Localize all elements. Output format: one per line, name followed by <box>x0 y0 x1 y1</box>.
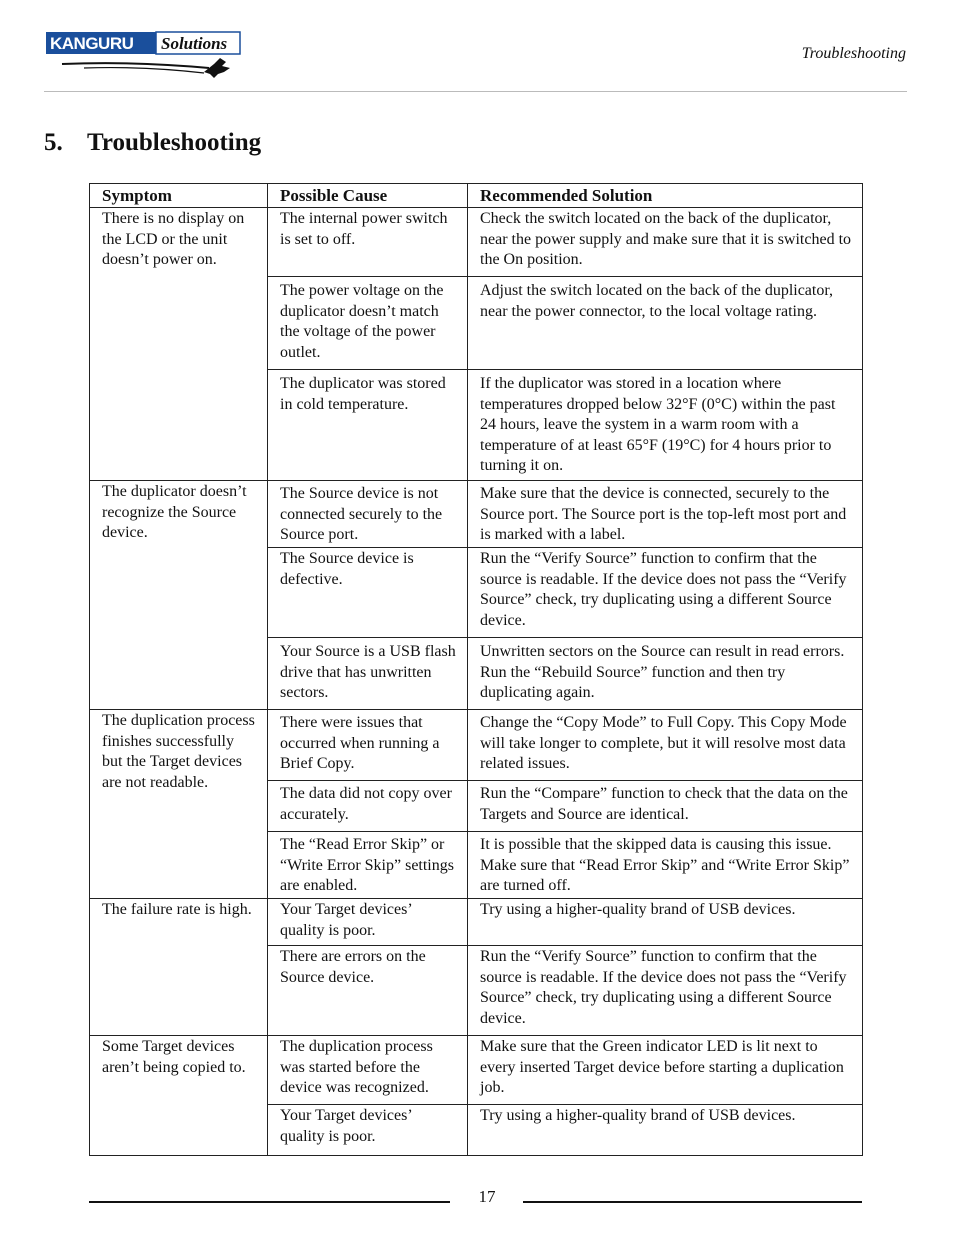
footer-rule-right <box>523 1201 862 1203</box>
solution-cell: Run the “Compare” function to check that the data on the Targets and Source are identical. <box>468 781 863 832</box>
cause-cell: The Source device is defective. <box>268 548 468 638</box>
symptom-cell: The duplicator doesn’t recognize the Source device. <box>90 481 268 710</box>
cause-cell: The Source device is not connected securely to the Source port. <box>268 481 468 548</box>
solution-cell: Make sure that the Green indicator LED is lit next to every inserted Target device before starting a duplication job. <box>468 1036 863 1105</box>
cause-cell: The data did not copy over accurately. <box>268 781 468 832</box>
running-title: Troubleshooting <box>801 45 906 62</box>
cause-cell: The internal power switch is set to off. <box>268 208 468 277</box>
table-header-row <box>90 184 863 208</box>
solution-cell: Adjust the switch located on the back of the duplicator, near the power connector, to the local voltage rating. <box>468 277 863 370</box>
kanguru-logo-graphic <box>44 28 244 84</box>
table-row <box>90 208 863 277</box>
solution-cell: It is possible that the skipped data is causing this issue. Make sure that “Read Error Skip” and “Write Error Skip” are turned off. <box>468 832 863 899</box>
table-row <box>90 1036 863 1105</box>
header-possible-cause: Possible Cause <box>268 184 468 208</box>
page-number: 17 <box>478 1187 496 1206</box>
solution-cell: Make sure that the device is connected, securely to the Source port. The Source port is the top-left most port and is marked with a label. <box>468 481 863 548</box>
solution-cell: Try using a higher-quality brand of USB devices. <box>468 1105 863 1156</box>
header-divider <box>44 91 907 92</box>
table-row <box>90 710 863 781</box>
svg-text:KANGURU: KANGURU <box>50 34 134 53</box>
solution-cell: Run the “Verify Source” function to confirm that the source is readable. If the device does not pass the “Verify Source” check, try duplicating using a different Source device. <box>468 548 863 638</box>
kanguru-logo <box>44 28 244 84</box>
solution-cell: Run the “Verify Source” function to confirm that the source is readable. If the device does not pass the “Verify Source” check, try duplicating using a different Source device. <box>468 946 863 1036</box>
cause-cell: Your Target devices’ quality is poor. <box>268 1105 468 1156</box>
cause-cell: The duplication process was started before the device was recognized. <box>268 1036 468 1105</box>
solution-cell: If the duplicator was stored in a location where temperatures dropped below 32°F (0°C) within the past 24 hours, leave the system in a warm room with a temperature of at least 65°F (19°C) for 4 hours prior to turning it on. <box>468 370 863 481</box>
cause-cell: Your Source is a USB flash drive that has unwritten sectors. <box>268 638 468 710</box>
solution-cell: Check the switch located on the back of the duplicator, near the power supply and make sure that it is switched to the On position. <box>468 208 863 277</box>
symptom-cell: The failure rate is high. <box>90 899 268 1036</box>
svg-text:Solutions: Solutions <box>161 34 228 53</box>
section-title: Troubleshooting <box>87 129 262 156</box>
cause-cell: The “Read Error Skip” or “Write Error Skip” settings are enabled. <box>268 832 468 899</box>
header-symptom: Symptom <box>90 184 268 208</box>
section-heading <box>44 129 261 157</box>
section-number: 5. <box>44 129 63 156</box>
solution-cell: Unwritten sectors on the Source can result in read errors. Run the “Rebuild Source” function and then try duplicating again. <box>468 638 863 710</box>
troubleshooting-table <box>89 183 863 1156</box>
solution-cell: Try using a higher-quality brand of USB devices. <box>468 899 863 946</box>
cause-cell: There were issues that occurred when running a Brief Copy. <box>268 710 468 781</box>
symptom-cell: There is no display on the LCD or the unit doesn’t power on. <box>90 208 268 481</box>
symptom-cell: The duplication process finishes successfully but the Target devices are not readable. <box>90 710 268 899</box>
cause-cell: Your Target devices’ quality is poor. <box>268 899 468 946</box>
table-row <box>90 899 863 946</box>
symptom-cell: Some Target devices aren’t being copied to. <box>90 1036 268 1156</box>
header-recommended-solution: Recommended Solution <box>468 184 863 208</box>
cause-cell: The power voltage on the duplicator doesn’t match the voltage of the power outlet. <box>268 277 468 370</box>
solution-cell: Change the “Copy Mode” to Full Copy. This Copy Mode will take longer to complete, but it will resolve most data related issues. <box>468 710 863 781</box>
cause-cell: There are errors on the Source device. <box>268 946 468 1036</box>
table-row <box>90 481 863 548</box>
cause-cell: The duplicator was stored in cold temperature. <box>268 370 468 481</box>
